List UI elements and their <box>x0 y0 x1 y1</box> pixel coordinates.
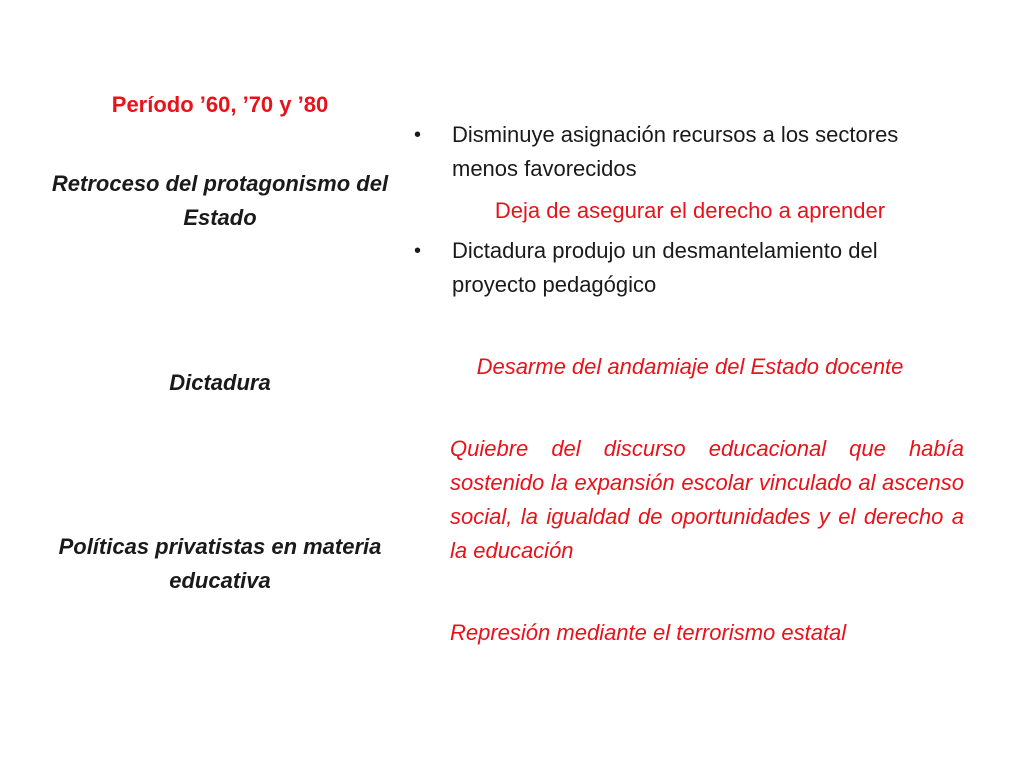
red-note-quiebre: Quiebre del discurso educacional que había sostenido la expansión escolar vinculado al ascenso social, la igualdad de oportunidades y el derecho a la educación <box>450 436 964 563</box>
red-note-desarme: Desarme del andamiaje del Estado docente <box>476 354 904 379</box>
red-note-represion: Represión mediante el terrorismo estatal <box>450 620 847 645</box>
retroceso-label: Retroceso del protagonismo del Estado <box>51 171 389 230</box>
bullet-text: Dictadura produjo un desmantelamiento del proyecto pedagógico <box>452 238 878 297</box>
bullet-item-recursos <box>412 118 968 186</box>
dictadura-label: Dictadura <box>169 370 271 395</box>
red-note-derecho: Deja de asegurar el derecho a aprender <box>494 198 886 223</box>
bullet-icon: • <box>414 124 422 146</box>
bullet-icon: • <box>414 240 422 262</box>
politicas-label: Políticas privatistas en materia educativa <box>58 534 382 593</box>
bullet-text: Disminuye asignación recursos a los sectores menos favorecidos <box>452 122 899 181</box>
bullet-item-dictadura <box>412 234 968 302</box>
period-heading: Período ’60, ’70 y ’80 <box>111 92 329 117</box>
